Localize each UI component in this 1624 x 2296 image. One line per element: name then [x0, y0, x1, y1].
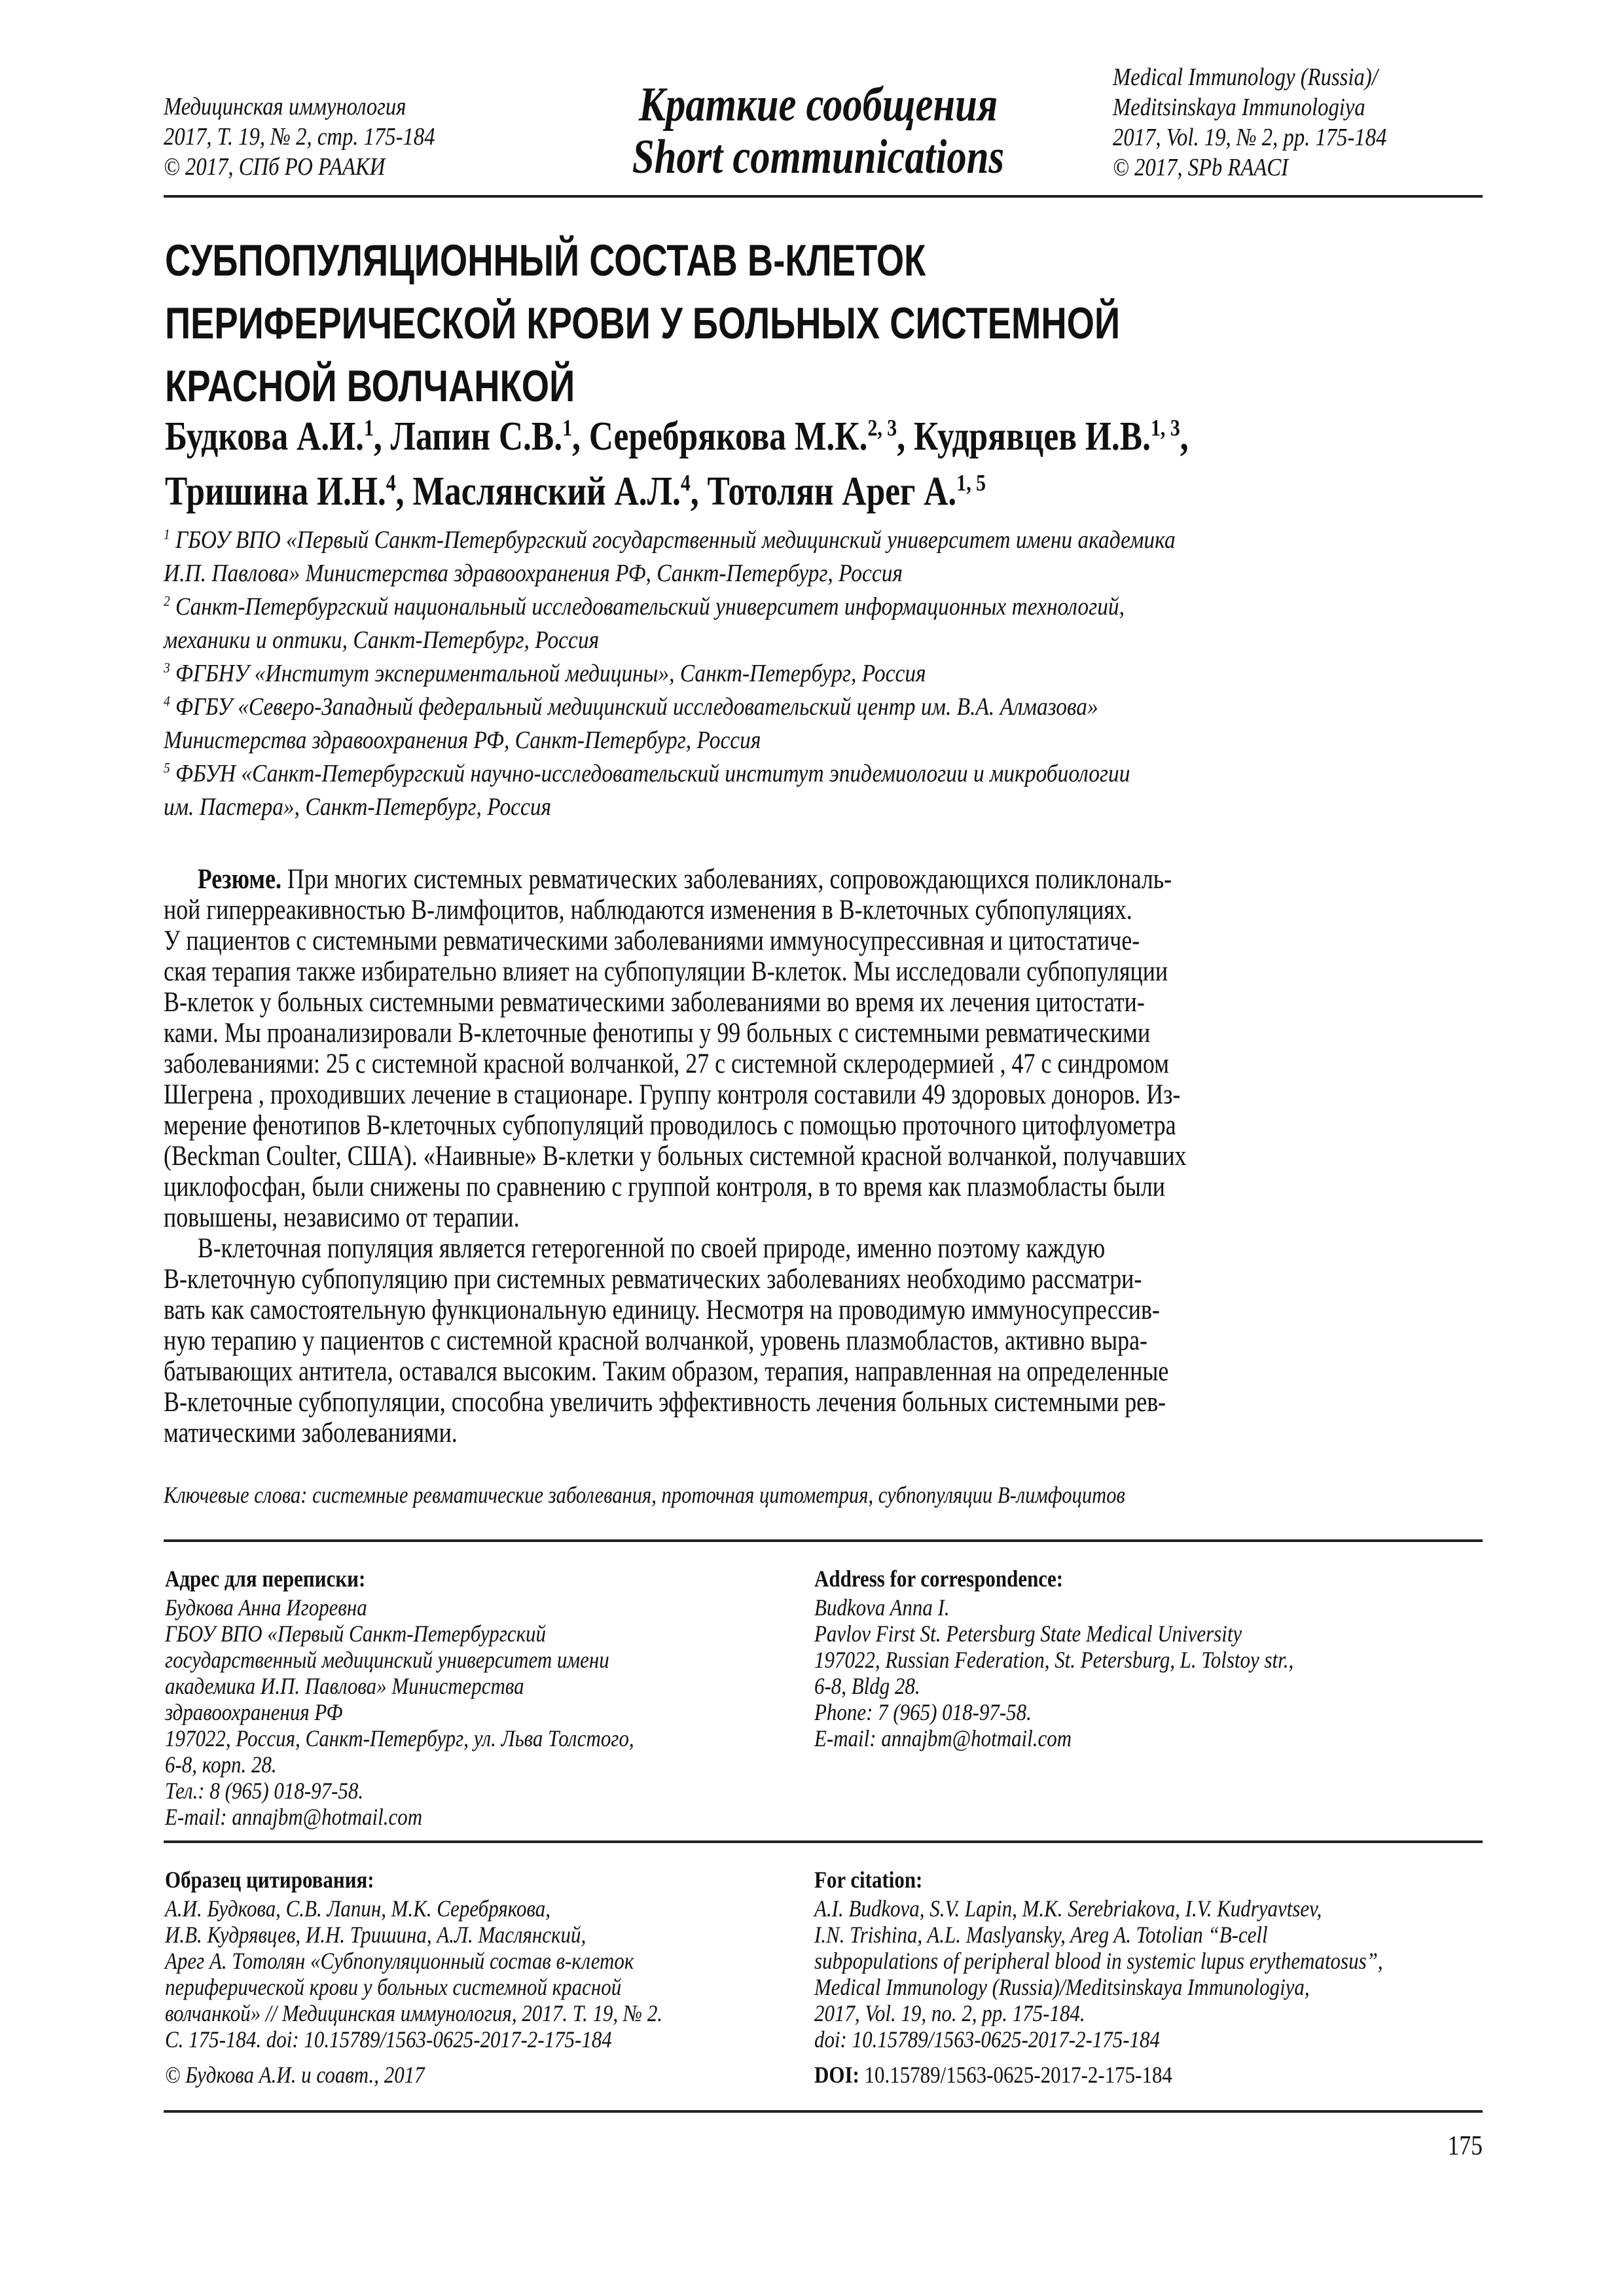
abstract-line — [164, 864, 1265, 895]
affiliation-4-cont: Министерства здравоохранения РФ, Санкт-Петербург, Россия — [164, 726, 761, 754]
abstract-line — [164, 1018, 1265, 1049]
affiliation-number: 4 — [164, 692, 170, 709]
copyright-notice: © Будкова А.И. и соавт., 2017 — [165, 2062, 425, 2088]
abstract-text: (Beckman Coulter, США). «Наивные» В-клетки у больных системной красной волчанкой, получавших — [164, 1141, 1187, 1172]
block-line: Phone: 7 (965) 018-97-58. — [814, 1699, 1032, 1725]
author-list — [165, 409, 1507, 519]
abstract-text: заболеваниями: 25 с системной красной волчанкой, 27 с системной склеродермией , 47 с синдромом — [164, 1049, 1169, 1079]
page-number — [1427, 2130, 1483, 2162]
affiliations — [164, 524, 1486, 824]
block-line: I.N. Trishina, A.L. Maslyansky, Areg A. Totolian “B-cell — [814, 1922, 1268, 1948]
abstract-text: ной гиперреакивностью В-лимфоцитов, наблюдаются изменения в В-клеточных субпопуляциях. — [164, 895, 1132, 925]
affiliation-1 — [164, 524, 1327, 557]
author-affiliation-ref: 4 — [680, 469, 691, 496]
doi-line — [814, 2062, 1388, 2088]
abstract-text: Шегрена , проходивших лечение в стационаре. Группу контроля составили 49 здоровых доноров. Из- — [164, 1079, 1181, 1110]
abstract-line: вать как самостоятельную функциональную единицу. Несмотря на проводимую иммуносупрессив- — [164, 1295, 1160, 1325]
block-line: Арег А. Тотолян «Субпопуляционный состав в-клеток — [165, 1948, 634, 1974]
title-line: ПЕРИФЕРИЧЕСКОЙ КРОВИ У БОЛЬНЫХ СИСТЕМНОЙ — [165, 298, 1121, 348]
section-divider-citation — [164, 1840, 1483, 1843]
author-name: Тотолян Арег А. — [707, 469, 957, 514]
doi-label: DOI: — [814, 2062, 859, 2088]
author-name: Лапин С.В. — [390, 414, 563, 459]
author-affiliation-ref: 1 — [562, 414, 573, 441]
journal-issue-en: 2017, Vol. 19, № 2, pp. 175-184 — [1113, 124, 1387, 151]
section-label-ru: Краткие сообщения — [638, 78, 998, 132]
block-line: волчанкой» // Медицинская иммунология, 2017. Т. 19, № 2. — [165, 2000, 663, 2026]
block-line: Budkova Anna I. — [814, 1594, 950, 1621]
block-line: A.I. Budkova, S.V. Lapin, M.K. Serebriakova, I.V. Kudryavtsev, — [814, 1895, 1322, 1922]
block-line: Medical Immunology (Russia)/Meditsinskaya Immunologiya, — [814, 1974, 1310, 2000]
footer-divider — [164, 2110, 1483, 2113]
abstract-text: При многих системных ревматических заболеваниях, сопровождающихся поликлональ- — [287, 864, 1172, 895]
author-affiliation-ref: 2, 3 — [867, 414, 897, 441]
block-line: 6-8, корп. 28. — [165, 1751, 277, 1778]
abstract-line — [164, 895, 1265, 925]
section-label-en: Short communications — [632, 130, 1005, 184]
abstract — [164, 864, 1483, 1448]
journal-copyright-ru: © 2017, СПб РО РААКИ — [164, 153, 386, 181]
block-line: периферической крови у больных системной красной — [165, 1974, 622, 2000]
block-line: 197022, Россия, Санкт-Петербург, ул. Льва Толстого, — [165, 1725, 634, 1751]
abstract-line — [164, 1172, 1265, 1202]
abstract-text: мерение фенотипов В-клеточных субпопуляций проводилось с помощью проточного цитофлуометра — [164, 1110, 1176, 1141]
journal-copyright-en: © 2017, SPb RAACI — [1113, 154, 1289, 181]
abstract-text: У пациентов с системными ревматическими заболеваниями иммуносупрессивная и цитостатиче- — [164, 925, 1140, 956]
author-name: Тришина И.Н. — [165, 469, 386, 514]
title-line: СУБПОПУЛЯЦИОННЫЙ СОСТАВ В-КЛЕТОК — [165, 236, 926, 285]
journal-issue-ru: 2017, Т. 19, № 2, стр. 175-184 — [164, 123, 435, 151]
abstract-line: батывающих антитела, оставался высоким. Таким образом, терапия, направленная на определенные — [164, 1356, 1169, 1387]
author-name: Кудрявцев И.В. — [913, 414, 1151, 459]
author-separator: , — [1180, 414, 1189, 459]
author-affiliation-ref: 4 — [386, 469, 396, 496]
block-line: E-mail: annajbm@hotmail.com — [814, 1725, 1072, 1751]
block-line: Pavlov First St. Petersburg State Medical University — [814, 1621, 1242, 1647]
block-line: 6-8, Bldg 28. — [814, 1673, 920, 1699]
correspondence-en — [814, 1566, 1482, 1751]
block-line: Будкова Анна Игоревна — [165, 1594, 367, 1621]
block-line: subpopulations of peripheral blood in systemic lupus erythematosus”, — [814, 1948, 1383, 1974]
affiliation-text: ФБУН «Санкт-Петербургский научно-исследовательский институт эпидемиологии и микробиологии — [175, 760, 1130, 787]
affiliation-number: 5 — [164, 759, 170, 776]
affiliation-1-cont: И.П. Павлова» Министерства здравоохранения РФ, Санкт-Петербург, Россия — [164, 560, 903, 587]
author-separator: , — [373, 414, 391, 459]
affiliation-number: 3 — [164, 659, 170, 676]
abstract-text: ская терапия также избирательно влияет на субпопуляции В-клеток. Мы исследовали субпопуляции — [164, 956, 1168, 987]
article-title — [165, 229, 1474, 418]
affiliation-5 — [164, 757, 1327, 791]
author-separator: , — [897, 414, 914, 459]
affiliation-2 — [164, 590, 1327, 624]
abstract-text: ками. Мы проанализировали В-клеточные фенотипы у 99 больных с системными ревматическими — [164, 1018, 1151, 1049]
abstract-line — [164, 956, 1265, 987]
section-label — [563, 79, 1074, 183]
author-line-2 — [165, 464, 1279, 519]
author-name: Будкова А.И. — [165, 414, 364, 459]
abstract-line — [164, 1079, 1265, 1110]
author-affiliation-ref: 1, 5 — [956, 469, 986, 496]
abstract-line — [164, 925, 1265, 956]
section-divider-correspondence — [164, 1539, 1483, 1542]
block-line: И.В. Кудрявцев, И.Н. Тришина, А.Л. Маслянский, — [165, 1922, 586, 1948]
abstract-line: В-клеточная популяция является гетерогенной по своей природе, именно поэтому каждую — [197, 1233, 1106, 1264]
block-heading: Address for correspondence: — [814, 1566, 1064, 1592]
journal-name-en-2: Meditsinskaya Immunologiya — [1113, 94, 1365, 121]
author-name: Маслянский А.Л. — [412, 469, 681, 514]
block-line: С. 175-184. doi: 10.15789/1563-0625-2017-2-175-184 — [165, 2026, 612, 2053]
abstract-text: повышены, независимо от терапии. — [164, 1202, 520, 1233]
title-line: КРАСНОЙ ВОЛЧАНКОЙ — [165, 361, 575, 411]
abstract-line: матическими заболеваниями. — [164, 1418, 458, 1448]
author-affiliation-ref: 1, 3 — [1150, 414, 1180, 441]
citation-ru — [165, 1867, 793, 2088]
affiliation-number: 2 — [164, 592, 170, 609]
affiliation-3 — [164, 657, 1327, 691]
block-heading: For citation: — [814, 1867, 923, 1893]
abstract-line: В-клеточную субпопуляцию при системных ревматических заболеваниях необходимо рассматри- — [164, 1264, 1142, 1295]
block-line: Тел.: 8 (965) 018-97-58. — [165, 1778, 364, 1804]
abstract-label: Резюме. — [197, 864, 281, 895]
abstract-line — [164, 1141, 1265, 1172]
header-divider — [164, 195, 1483, 198]
page-number-text: 175 — [1447, 2131, 1483, 2161]
block-heading: Адрес для переписки: — [165, 1566, 366, 1592]
affiliation-4 — [164, 691, 1327, 724]
block-line: E-mail: annajbm@hotmail.com — [165, 1804, 423, 1830]
author-line-1 — [165, 409, 1279, 464]
affiliation-number: 1 — [164, 526, 170, 543]
doi-link[interactable]: 10.15789/1563-0625-2017-2-175-184 — [864, 2062, 1172, 2088]
abstract-line — [164, 1049, 1265, 1079]
block-line: doi: 10.15789/1563-0625-2017-2-175-184 — [814, 2026, 1160, 2053]
block-line: государственный медицинский университет имени — [165, 1647, 609, 1673]
author-name: Серебрякова М.К. — [588, 414, 868, 459]
citation-en — [814, 1867, 1482, 2088]
author-separator: , — [395, 469, 413, 514]
block-line: 2017, Vol. 19, no. 2, pp. 175-184. — [814, 2000, 1085, 2026]
journal-name-en-1: Medical Immunology (Russia)/ — [1113, 63, 1378, 91]
abstract-line: В-клеточные субпопуляции, способна увеличить эффективность лечения больных системными рев- — [164, 1387, 1166, 1418]
journal-header-ru — [164, 92, 569, 182]
journal-name-ru: Медицинская иммунология — [164, 93, 406, 120]
affiliation-2-cont: механики и оптики, Санкт-Петербург, Россия — [164, 626, 600, 654]
block-line: А.И. Будкова, С.В. Лапин, М.К. Серебрякова, — [165, 1895, 550, 1922]
block-line: 197022, Russian Federation, St. Petersburg, L. Tolstoy str., — [814, 1647, 1294, 1673]
affiliation-text: Санкт-Петербургский национальный исследовательский университет информационных технологий, — [175, 593, 1125, 620]
block-line: ГБОУ ВПО «Первый Санкт-Петербургский — [165, 1621, 547, 1647]
affiliation-5-cont: им. Пастера», Санкт-Петербург, Россия — [164, 793, 552, 821]
correspondence-ru — [165, 1566, 793, 1830]
abstract-text: В-клеток у больных системными ревматическими заболеваниями во время их лечения цитостати- — [164, 987, 1145, 1018]
block-heading: Образец цитирования: — [165, 1867, 374, 1893]
journal-header-en — [1113, 62, 1506, 183]
author-separator: , — [690, 469, 708, 514]
block-line: здравоохранения РФ — [165, 1699, 343, 1725]
affiliation-text: ФГБУ «Северо-Западный федеральный медицинский исследовательский центр им. В.А. Алмазова» — [175, 693, 1098, 721]
abstract-line — [164, 1110, 1265, 1141]
keywords — [164, 1480, 1483, 1509]
abstract-text: циклофосфан, были снижены по сравнению с группой контроля, в то время как плазмобласты были — [164, 1172, 1166, 1202]
block-line: академика И.П. Павлова» Министерства — [165, 1673, 524, 1699]
affiliation-text: ФГБНУ «Институт экспериментальной медицины», Санкт-Петербург, Россия — [175, 660, 926, 687]
abstract-line — [164, 987, 1265, 1018]
author-affiliation-ref: 1 — [363, 414, 374, 441]
affiliation-text: ГБОУ ВПО «Первый Санкт-Петербургский государственный медицинский университет имени академика — [175, 526, 1176, 554]
abstract-line: ную терапию у пациентов с системной красной волчанкой, уровень плазмобластов, активно выра- — [164, 1325, 1147, 1356]
abstract-line — [164, 1202, 1265, 1233]
author-separator: , — [572, 414, 589, 459]
keywords-text: Ключевые слова: системные ревматические заболевания, проточная цитометрия, субпопуляции В-лимфоцитов — [164, 1482, 1125, 1508]
